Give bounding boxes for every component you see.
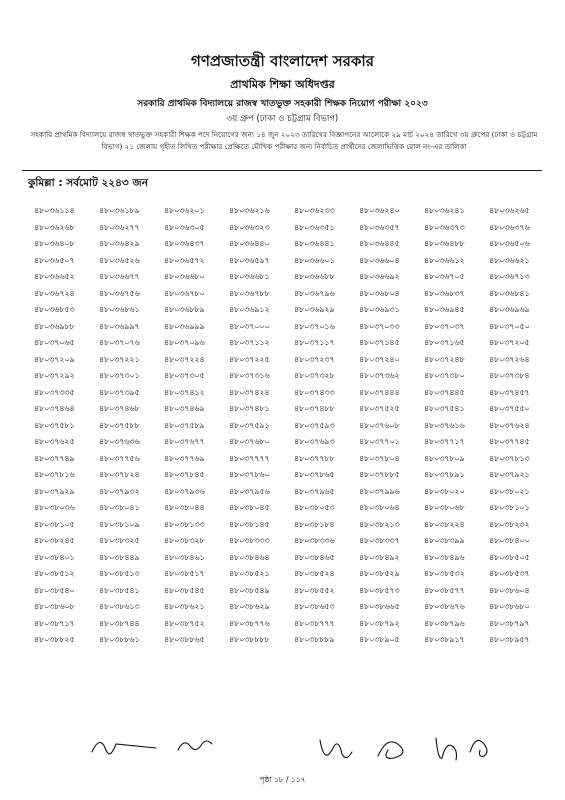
roll-number: ৪৮০৩৭৮৯১ [424, 470, 465, 479]
department-name: প্রাথমিক শিক্ষা অধিদপ্তর [230, 78, 335, 91]
roll-number: ৪৮০৩৭৬৩৬ [99, 437, 140, 446]
roll-number: ৪৮০৩৬২৭৭ [99, 222, 140, 232]
roll-number: ৪৮০৩৬৩৫১ [294, 222, 335, 232]
roll-number: ৪৮০৩৬৩৭৬ [489, 222, 530, 232]
roll-number: ৪৮০৩৮১৪৫ [229, 519, 270, 529]
roll-number: ৪৮০৩৮৫৪৫ [164, 585, 205, 595]
roll-number: ৪৮০৩৮৬৭৬ [424, 602, 465, 611]
roll-number: ৪৮০৩৬৬১২ [424, 255, 465, 265]
roll-number: ৪৮০৩৮৭৪৪ [99, 618, 140, 628]
roll-number: ৪৮০৩৮৫৫২ [294, 585, 335, 595]
roll-number: ৪৮০৩৭৯২১ [489, 470, 530, 479]
roll-number: ৪৮০৩৭৪৮১ [229, 404, 270, 413]
roll-number: ৪৮০৩৬৭৯৬ [294, 288, 335, 298]
roll-number: ৪৮০৩৮৪০১ [34, 552, 75, 562]
roll-number: ৪৮০৩৭৩০৫ [164, 371, 205, 380]
roll-number: ৪৮০৩৬৬৮৮ [294, 272, 335, 281]
signature-1 [92, 742, 156, 753]
roll-number: ৪৮০৩৭৮৬৫ [294, 470, 335, 479]
roll-number: ৪৮০৩৮৮২৫ [34, 635, 75, 644]
roll-number: ৪৮০৩৭৮২৪ [99, 470, 140, 479]
roll-number: ৪৮০৩৭৬৭৭ [164, 437, 205, 446]
roll-number: ৪৮০৩৮৯৫৭ [489, 635, 530, 644]
roll-number: ৪৮০৩৬৭২৪ [34, 288, 75, 298]
roll-number: ৪৮০৩৬৯৬৯ [489, 305, 530, 314]
roll-number: ৪৮০৩৮৫৭৭ [424, 585, 465, 595]
roll-number: ৪৮০৩৭৫৮৯ [164, 420, 205, 430]
roll-number: ৪৮০৩৭৪১২ [164, 387, 205, 397]
roll-number: ৪৮০৩৭৫৮৮ [99, 420, 140, 430]
roll-number: ৪৮০৩৮৭৭৭ [294, 618, 335, 628]
roll-number: ৪৮০৩৭২৩৭ [294, 354, 335, 364]
roll-number: ৪৮০৩৭৮১৩ [489, 453, 530, 463]
roll-number: ৪৮০৩৮৬০৮ [34, 602, 75, 611]
district-heading: কুমিল্লা : সর্বমোট ২২৪৩ জন [28, 177, 149, 189]
roll-number: ৪৮০৩৭৫৯১ [229, 420, 270, 430]
roll-number: ৪৮০৩৭৪৮৮ [294, 404, 335, 413]
roll-number: ৪৮০৩৬৩৫৭ [359, 222, 400, 232]
roll-number: ৪৮০৩৬৪৩৭ [164, 239, 205, 248]
roll-number: ৪৮০৩৮৫৪০ [34, 585, 75, 595]
roll-number: ৪৮০৩৬২১৬ [229, 206, 270, 215]
roll-number: ৪৮০৩৬৯২৯ [294, 305, 335, 314]
roll-number: ৪৮০৩৭৭৫৬ [99, 453, 140, 463]
roll-number: ৪৮০৩৭২৪৮ [424, 354, 465, 364]
roll-number: ৪৮০৩৭৪৬৮ [99, 404, 140, 413]
roll-number: ৪৮০৩৮৫৩৭ [489, 569, 530, 578]
roll-number: ৪৮০৩৬৬০১ [294, 255, 335, 265]
roll-number: ৪৮০৩৭০১৬ [294, 321, 335, 331]
roll-number: ৪৮০৩৭৮৪৫ [164, 470, 205, 479]
roll-number: ৪৮০৩৮২৩২ [489, 519, 530, 529]
roll-number: ৪৮০৩৭০৯৬ [164, 338, 205, 347]
roll-number: ৪৮০৩৮৪৪৯ [99, 552, 140, 562]
roll-number: ৪৮০৩৮৪৬১ [164, 552, 205, 562]
roll-number: ৪৮০৩৬৯৩১ [359, 305, 400, 314]
roll-number: ৪৮০৩৭০৬৫ [34, 338, 75, 347]
roll-number: ৪৮০৩৬৪৮৮ [424, 239, 465, 248]
signature-4 [378, 742, 403, 759]
roll-number: ৪৮০৩৮৫০৫ [489, 552, 530, 562]
roll-number: ৪৮০৩৭৪৬৯ [164, 404, 205, 413]
roll-number: ৪৮০৩৭৬০৮ [359, 420, 400, 430]
roll-number: ৪৮০৩৭৯৫৬ [229, 486, 270, 496]
roll-number: ৪৮০৩৮৬২১ [164, 602, 205, 611]
roll-number: ৪৮০৩৬২৬৫ [489, 206, 530, 215]
roll-number: ৪৮০৩৮৬০৪ [489, 585, 530, 595]
roll-number: ৪৮০৩৭৬২৫ [34, 437, 75, 446]
roll-number: ৪৮০৩৮০৫৩ [294, 503, 335, 512]
roll-number: ৪৮০৩৭৪২৪ [229, 387, 270, 397]
roll-number: ৪৮০৩৬২৩৩ [294, 206, 335, 215]
roll-number: ৪৮০৩৮৮৮৮ [229, 635, 270, 644]
roll-number: ৪৮০৩৭৪৪৫ [424, 387, 465, 397]
roll-number: ৪৮০৩৬৮৪১ [489, 288, 530, 298]
roll-number: ৪৮০৩৭৫৫০ [489, 404, 530, 413]
signature-6 [470, 740, 487, 756]
roll-number: ৪৮০৩৮৫১৭ [164, 569, 205, 578]
roll-number: ৪৮০৩৮৭৯৬ [424, 618, 465, 628]
roll-number: ৪৮০৩৮৮৬১ [99, 635, 140, 644]
roll-number-grid [34, 203, 554, 649]
roll-number: ৪৮০৩৮৫৪১ [99, 585, 140, 595]
roll-number: ৪৮০৩৭৬২৪ [489, 420, 530, 430]
roll-number: ৪৮০৩৮৫২১ [229, 569, 270, 578]
roll-number: ৪৮০৩৮৬৮০ [489, 602, 530, 611]
roll-number: ৪৮০৩৮২১৩ [359, 519, 400, 529]
roll-number: ৪৮০৩৮৪৬৪ [229, 552, 270, 562]
roll-number: ৪৮০৩৮৪৯৬ [424, 552, 465, 562]
roll-number: ৪৮০৩৭৩৯৫ [99, 387, 140, 397]
roll-number: ৪৮০৩৬৫৯৭ [229, 255, 270, 265]
roll-number: ৪৮০৩৮৫২৪ [294, 569, 335, 578]
roll-number: ৪৮০৩৬৮৮৯ [164, 305, 205, 314]
roll-number: ৪৮০৩৮৬৫৩ [294, 602, 335, 611]
roll-number: ৪৮০৩৭২২৪ [164, 354, 205, 364]
roll-number: ৪৮০৩৬৯৯৭ [99, 321, 140, 331]
roll-number: ৪৮০৩৭৭০১ [359, 437, 400, 446]
roll-number: ৪৮০৩৬৫৭২ [164, 255, 205, 265]
roll-number: ৪৮০৩৬৯৯৯ [164, 321, 205, 331]
roll-number: ৪৮০৩৬৩২৩ [229, 222, 270, 232]
roll-number: ৪৮০৩৬৪৪০ [229, 239, 270, 248]
page-title: গণপ্রজাতন্ত্রী বাংলাদেশ সরকার [191, 52, 374, 70]
roll-number: ৪৮০৩৭৮৬০ [229, 470, 270, 479]
roll-number: ৪৮০৩৭৩৮৪ [489, 371, 530, 380]
roll-number: ৪৮০৩৮২২৪ [424, 519, 465, 529]
roll-number: ৪৮০৩৬৯১২ [229, 305, 270, 314]
notice-paragraph: সহকারি প্রাথমিক বিদ্যালয়ে রাজস্ব খাতভুক্ত সহকারী শিক্ষক পদে নিয়োগের জন্য ১৪ জুন ২০২৩ তারিখের বিজ্ঞাপনের আলোকে ২৯ মার্চ ২০২৪ তারিখে ৩য় গ্রুপের (ঢাকা ও চট্টগ্রাম বিভাগ) ২১ জেলায় গৃহীত লিখিত পরীক্ষার প্রেক্ষিতে মৌখিক পরীক্ষার জন্য নির্বাচিত প্রার্থীদের জেলাভিত্তিক রোল নং-এর তালিকা [30, 130, 538, 151]
roll-number: ৪৮০৩৮৩২৫ [99, 536, 140, 545]
roll-number: ৪৮০৩৬৮৬১ [99, 305, 140, 314]
roll-number: ৪৮০৩৭৯৬৫ [294, 486, 335, 496]
roll-number: ৪৮০৩৭৩১৬ [229, 371, 270, 380]
roll-number: ৪৮০৩৭৯৩৬ [164, 486, 205, 496]
roll-number: ৪৮০৩৭২০৫ [489, 338, 530, 347]
roll-number: ৪৮০৩৭২৬৪ [489, 354, 530, 364]
roll-number: ৪৮০৩৮৩৩৭ [359, 536, 400, 545]
roll-number: ৪৮০৩৭৩০১ [99, 371, 140, 380]
roll-number: ৪৮০৩৭৭১৭ [424, 437, 465, 446]
signature-2 [178, 741, 212, 750]
roll-number: ৪৮০৩৭০৩৩ [359, 321, 400, 331]
roll-number: ৪৮০৩৭৫৪১ [424, 404, 465, 413]
roll-number: ৪৮০৩৮০৪৫ [229, 503, 270, 512]
roll-number: ৪৮০৩৬৬৫২ [34, 272, 75, 281]
roll-number: ৪৮০৩৮০৬৮ [424, 503, 465, 512]
roll-number: ৪৮০৩৮১০৫ [34, 519, 75, 529]
roll-number: ৪৮০৩৭৩২৮ [294, 371, 335, 380]
roll-number: ৪৮০৩৭৮০৪ [359, 453, 400, 463]
roll-number: ৪৮০৩৭৩৩৫ [34, 387, 75, 397]
roll-number: ৪৮০৩৮৪৯২ [359, 552, 400, 562]
roll-number: ৪৮০৩৭৬১৬ [424, 420, 465, 430]
roll-number: ৪৮০৩৬৫০৭ [34, 255, 75, 265]
roll-number: ৪৮০৩৮০২০ [424, 486, 465, 496]
roll-number: ৪৮০৩৭৮০৯ [424, 453, 465, 463]
roll-number: ৪৮০৩৭৯৩২ [99, 486, 140, 496]
roll-number: ৪৮০৩৭৭৬৯ [164, 453, 205, 463]
roll-number: ৪৮০৩৮০৬৪ [359, 503, 400, 512]
roll-number: ৪৮০৩৬৬৭৭ [99, 272, 140, 281]
roll-number: ৪৮০৩৬৬০৪ [359, 255, 400, 265]
roll-number: ৪৮০৩৭৬৯৩ [294, 437, 335, 446]
roll-number: ৪৮০৩৭১১৭ [294, 338, 335, 347]
roll-number: ৪৮০৩৮০৩৬ [34, 503, 75, 512]
roll-number: ৪৮০৩৭৩৬২ [359, 371, 400, 380]
roll-number: ৪৮০৩৭৭৪৯ [34, 453, 75, 463]
roll-number: ৪৮০৩৭৬৮০ [229, 437, 270, 446]
roll-number: ৪৮০৩৭০৩৭ [424, 321, 465, 331]
signature-5 [436, 738, 457, 760]
roll-number: ৪৮০৩৬৭৮৮ [229, 288, 270, 298]
roll-number: ৪৮০৩৭২২৫ [229, 354, 270, 364]
roll-number: ৪৮০৩৮৭৫২ [164, 618, 205, 628]
roll-number: ৪৮০৩৮৬১৩ [99, 602, 140, 611]
divider [22, 170, 542, 171]
roll-number: ৪৮০৩৬৮৫৩ [34, 305, 75, 314]
roll-number: ৪৮০৩৭৭৮৮ [294, 453, 335, 463]
roll-number: ৪৮০৩৭২৯২ [34, 371, 75, 380]
roll-number: ৪৮০৩৭০০০ [229, 321, 270, 331]
roll-number: ৪৮০৩৭৪৪৪ [359, 387, 400, 397]
roll-number: ৪৮০৩৮৬২৯ [229, 602, 270, 611]
signature-3 [320, 740, 352, 758]
roll-number: ৪৮০৩৮১০৯ [99, 519, 140, 529]
roll-number: ৪৮০৩৮৩৩৩ [229, 536, 270, 545]
roll-number: ৪৮০৩৭০৫০ [489, 321, 530, 331]
roll-number: ৪৮০৩৬৬৯২ [359, 272, 400, 281]
roll-number: ৪৮০৩৮২৪৫ [34, 536, 75, 545]
roll-number: ৪৮০৩৮৩৯৯ [424, 536, 465, 545]
roll-number: ৪৮০৩৮৫৭৩ [359, 585, 400, 595]
roll-number: ৪৮০৩৬৪৪৫ [359, 239, 400, 248]
roll-number: ৪৮০৩৬১১৪ [34, 206, 75, 215]
roll-number: ৪৮০৩৮৭৭৬ [229, 618, 270, 628]
roll-number: ৪৮০৩৬৬৮০ [164, 272, 205, 281]
roll-number: ৪৮০৩৬৮০৪ [359, 288, 400, 298]
roll-number: ৪৮০৩৮৫৪৯ [229, 585, 270, 595]
roll-number: ৪৮০৩৭৮৮৫ [359, 470, 400, 479]
roll-number: ৪৮০৩৬২৪১ [424, 206, 465, 215]
roll-number: ৪৮০৩৭১৬৫ [424, 338, 465, 347]
roll-number: ৪৮০৩৭৫২৫ [359, 404, 400, 413]
roll-number: ৪৮০৩৭৫৮১ [34, 420, 75, 430]
signatures [0, 728, 565, 768]
roll-number: ৪৮০৩৬২০১ [164, 206, 205, 215]
roll-number: ৪৮০৩৮১০১ [489, 503, 530, 512]
roll-number: ৪৮০৩৮৮৮৯ [294, 635, 335, 644]
exam-title: সরকারি প্রাথমিক বিদ্যালয়ে রাজস্ব খাতভুক্ত সহকারী শিক্ষক নিয়োগ পরীক্ষা ২০২৩ [137, 99, 428, 109]
roll-number: ৪৮০৩৬৫০৬ [489, 239, 530, 248]
roll-number: ৪৮০৩৭২৪০ [359, 354, 400, 364]
roll-number: ৪৮০৩৭৭৪৫ [489, 437, 530, 446]
roll-number: ৪৮০৩৬২৪০ [359, 206, 400, 215]
roll-number: ৪৮০৩৮৬৬৫ [359, 602, 400, 611]
roll-number: ৪৮০৩৮৩২৮ [164, 536, 205, 545]
roll-number: ৪৮০৩৬১৮৯ [99, 206, 140, 215]
roll-number: ৪৮০৩৮০৪৪ [164, 503, 205, 512]
roll-number: ৪৮০৩৮৩৩৬ [294, 536, 335, 545]
roll-number: ৪৮০৩৬৪০৮ [34, 239, 75, 248]
roll-number: ৪৮০৩৬৪৪১ [294, 239, 335, 248]
roll-number: ৪৮০৩৬৩৭৩ [424, 222, 465, 232]
roll-number: ৪৮০৩৮০৪১ [99, 503, 140, 512]
group-subtitle: ৩য় গ্রুপ (ঢাকা ও চট্টগ্রাম বিভাগ) [226, 114, 339, 124]
roll-number: ৪৮০৩৭৪৫৭ [489, 387, 530, 397]
roll-number: ৪৮০৩৮৯১৭ [424, 635, 465, 644]
roll-number: ৪৮০৩৬৭১৩ [489, 272, 530, 281]
roll-number: ৪৮০৩৬৬২১ [489, 255, 530, 265]
roll-number: ৪৮০৩৭৪৩৩ [294, 387, 335, 397]
page-number: পৃষ্ঠা ১৮ / ১১৭ [259, 775, 306, 784]
roll-number: ৪৮০৩৬৭৮০ [164, 288, 205, 298]
roll-number: ৪৮০৩৮৪০০ [489, 536, 530, 545]
roll-number: ৪৮০৩৭৯২৯ [34, 486, 75, 496]
roll-number: ৪৮০৩৮১৩৩ [164, 519, 205, 529]
roll-number: ৪৮০৩৭১৪৫ [359, 338, 400, 347]
roll-number: ৪৮০৩৬৭৫৬ [99, 288, 140, 298]
roll-number: ৪৮০৩৬৬৮১ [229, 272, 270, 281]
roll-number: ৪৮০৩৮৫১২ [34, 569, 75, 578]
roll-number: ৪৮০৩৮০২১ [489, 486, 530, 496]
roll-number: ৪৮০৩৬৫২৬ [99, 255, 140, 265]
roll-number: ৪৮০৩৮৪৬৫ [294, 552, 335, 562]
roll-number: ৪৮০৩৮৭৯৭ [489, 618, 530, 628]
roll-number: ৪৮০৩৭১১২ [229, 338, 270, 347]
roll-number: ৪৮০৩৭৯৯৬ [359, 486, 400, 496]
roll-number: ৪৮০৩৬৯৮৮ [34, 321, 75, 331]
roll-number: ৪৮০৩৭৭৭৭ [229, 453, 270, 463]
roll-number: ৪৮০৩৮১৮৪ [294, 519, 335, 529]
roll-number: ৪৮০৩৭২০৯ [34, 354, 75, 364]
roll-number: ৪৮০৩৭৮১৬ [34, 470, 75, 479]
roll-number: ৪৮০৩৭৩৮০ [424, 371, 465, 380]
roll-number: ৪৮০৩৭৫৯৩ [294, 420, 335, 430]
roll-number: ৪৮০৩৮৫২৯ [359, 569, 400, 578]
roll-number: ৪৮০৩৭০৭৬ [99, 338, 140, 347]
roll-number: ৪৮০৩৬৭০৫ [424, 272, 465, 281]
roll-number: ৪৮০৩৮৯০৫ [359, 635, 400, 644]
roll-number: ৪৮০৩৮৮৬৫ [164, 635, 205, 644]
roll-number: ৪৮০৩৬৩০৫ [164, 222, 205, 232]
roll-number: ৪৮০৩৬৯৪৫ [424, 305, 465, 314]
roll-number: ৪৮০৩৮৫১৩ [99, 569, 140, 578]
roll-number: ৪৮০৩৭৪৬৪ [34, 404, 75, 413]
roll-number: ৪৮০৩৬২৬৮ [34, 222, 75, 232]
roll-number: ৪৮০৩৬৮৩৭ [424, 288, 465, 298]
roll-number: ৪৮০৩৬৪২৯ [99, 239, 140, 248]
roll-number: ৪৮০৩৮৫৩২ [424, 569, 465, 578]
roll-number: ৪৮০৩৮৭১৭ [34, 618, 75, 628]
roll-number: ৪৮০৩৮৭৯২ [359, 618, 400, 628]
roll-number: ৪৮০৩৭২২১ [99, 354, 140, 364]
